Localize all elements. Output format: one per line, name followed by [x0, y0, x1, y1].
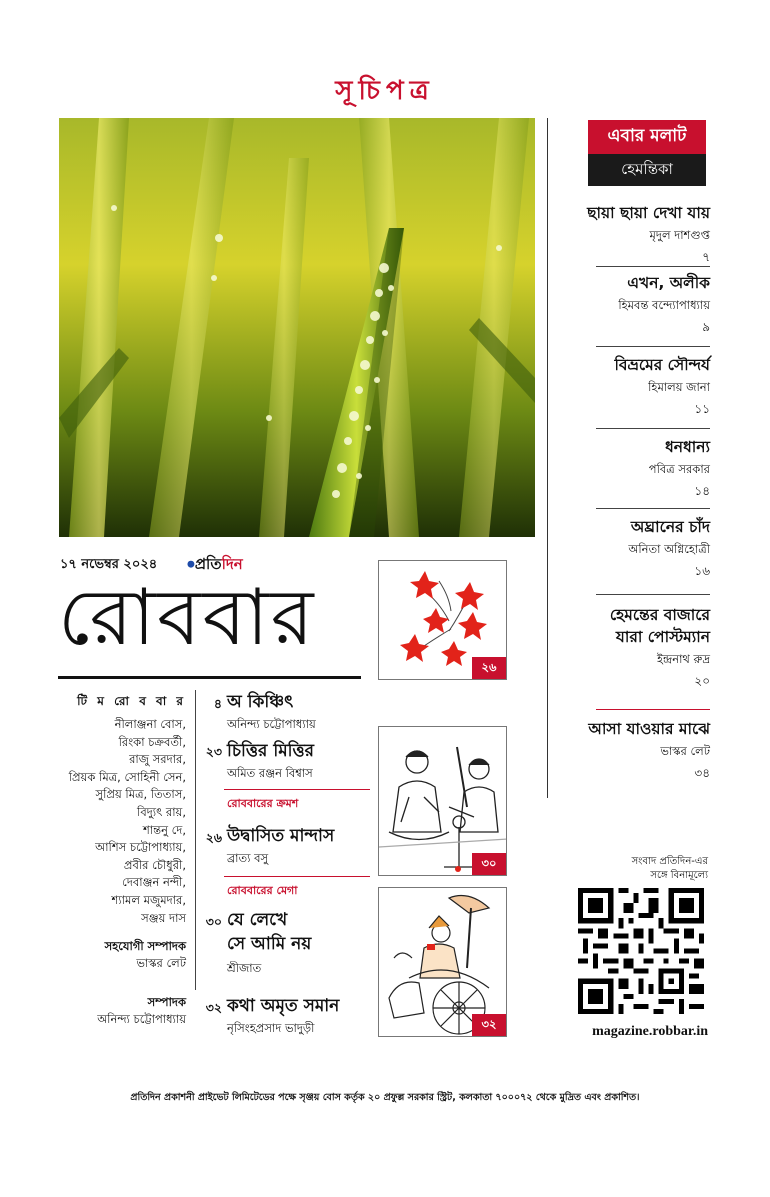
issue-date: ১৭ নভেম্বর ২০২৪	[60, 557, 158, 572]
cover-item-author: মৃদুল দাশগুপ্ত	[649, 228, 710, 242]
content-title[interactable]: উদ্বাসিত মান্দাস	[227, 826, 335, 846]
content-author: ব্রাত্য বসু	[227, 851, 269, 865]
cover-item-page: ৭	[702, 250, 710, 264]
team-member: বিদ্যুৎ রায়,	[137, 804, 186, 819]
content-author: শ্রীজাত	[227, 961, 262, 975]
content-author: অমিত রঞ্জন বিশ্বাস	[227, 766, 313, 780]
qr-caption-line: সঙ্গে বিনামূল্যে	[650, 870, 708, 881]
section-rule	[224, 876, 370, 877]
cover-item-title: হেমন্তের বাজারে	[609, 606, 710, 624]
separator	[596, 428, 710, 429]
separator	[596, 709, 710, 710]
section-label-mega: রোববারের মেগা	[227, 884, 298, 897]
content-page: ৩০	[205, 914, 222, 929]
cover-item[interactable]	[555, 436, 710, 500]
cover-item-author: পবিত্র সরকার	[648, 462, 710, 476]
role-label: সম্পাদক	[147, 995, 186, 1009]
content-title[interactable]: অ কিঞ্চিৎ	[227, 692, 294, 712]
qr-caption	[560, 855, 708, 883]
role-name: ভাস্কর লেট	[136, 956, 186, 970]
qr-code-icon	[578, 888, 704, 1014]
cover-item[interactable]	[555, 272, 710, 336]
cover-item-page: ২০	[694, 674, 710, 688]
cover-item-author: ভাস্কর লেট	[660, 744, 710, 758]
team-member: প্রিয়ক মিত্র, সোহিনী সেন,	[68, 769, 186, 784]
qr-code[interactable]	[578, 888, 704, 1014]
cover-item[interactable]	[555, 604, 710, 690]
cover-label: এবার মলাট	[588, 120, 706, 154]
content-title-line2[interactable]: সে আমি নয়	[227, 934, 312, 954]
team-member: রাজু সরদার,	[129, 752, 186, 767]
cover-item-page: ৩৪	[694, 766, 710, 780]
cover-item-title: আসা যাওয়ার মাঝে	[588, 720, 710, 738]
team-member: আশিস চট্টোপাধ্যায়,	[95, 840, 186, 855]
thumb-chariot[interactable]	[378, 887, 507, 1037]
team-member: প্রবীর চৌধুরী,	[123, 857, 186, 872]
cover-item[interactable]	[555, 354, 710, 418]
content-page: ৩২	[205, 1000, 222, 1015]
thumb-page-badge: ৩০	[472, 853, 506, 875]
cover-item-page: ১৪	[694, 484, 710, 498]
cover-item-title: এখন, অলীক	[627, 274, 710, 292]
role-name: অনিন্দ্য চট্টোপাধ্যায়	[97, 1012, 186, 1026]
team-member: শ্যামল মজুমদার,	[111, 892, 186, 907]
separator	[596, 594, 710, 595]
printer-line: প্রতিদিন প্রকাশনী প্রাইভেট লিমিটেডের পক্ষে সৃঞ্জয় বোস কর্তৃক ২০ প্রফুল্ল সরকার স্ট্রিট, কলকাতা ৭০০০৭২ থেকে মুদ্রিত এবং প্রকাশিত।	[130, 1092, 640, 1103]
content-title[interactable]: চিত্তির মিত্তির	[227, 741, 315, 761]
separator	[596, 508, 710, 509]
cover-photo	[59, 118, 535, 537]
cover-item-title-line2: যারা পোস্টম্যান	[615, 628, 710, 646]
column-divider	[547, 118, 548, 798]
editor	[46, 994, 186, 1028]
associate-editor	[46, 938, 186, 972]
logo-text-part2: দিন	[221, 555, 243, 573]
team-members	[46, 716, 186, 927]
cover-theme: হেমন্তিকা	[588, 154, 706, 186]
content-page: ৪	[213, 696, 222, 711]
logo-text-part1: প্রতি	[194, 555, 222, 573]
grass-dew-photo	[59, 118, 535, 537]
qr-caption-line: সংবাদ প্রতিদিন-এর	[631, 856, 708, 867]
thumb-page-badge: ৩২	[472, 1014, 506, 1036]
team-member: নীলাঞ্জনা বোস,	[114, 717, 186, 731]
thumb-page-badge: ২৬	[472, 657, 506, 679]
cover-item[interactable]	[555, 202, 710, 266]
content-page: ২৩	[205, 744, 222, 759]
cover-item-author: অনিতা অগ্নিহোত্রী	[628, 542, 710, 556]
cover-item-title: ধনধান্য	[665, 438, 710, 456]
separator	[596, 346, 710, 347]
team-member: সুপ্রিয় মিত্র, তিতাস,	[95, 787, 186, 802]
magazine-name: রোববার	[58, 573, 316, 663]
cover-item[interactable]	[555, 516, 710, 580]
cover-item-title: অঘ্রানের চাঁদ	[630, 518, 710, 536]
cover-item-page: ৯	[702, 320, 710, 334]
cover-item-author: হিমবন্ত বন্দ্যোপাধ্যায়	[618, 298, 710, 312]
content-author: নৃসিংহপ্রসাদ ভাদুড়ী	[227, 1021, 315, 1035]
content-title[interactable]: কথা অমৃত সমান	[227, 996, 340, 1016]
team-member: দেবাঞ্জন নন্দী,	[122, 875, 186, 890]
team-heading: টি ম রো ব বা র	[77, 694, 186, 708]
cover-item-page: ১১	[694, 402, 710, 416]
separator	[596, 266, 710, 267]
team-member: সঞ্জয় দাস	[141, 910, 186, 925]
section-label-serial: রোববারের ক্রমশ	[227, 797, 299, 810]
logo-dots-icon: ●	[187, 559, 195, 570]
role-label: সহযোগী সম্পাদক	[104, 939, 186, 953]
thumb-musicians[interactable]	[378, 726, 507, 876]
section-rule	[224, 789, 370, 790]
cover-item-title: ছায়া ছায়া দেখা যায়	[587, 204, 710, 222]
content-page: ২৬	[205, 830, 222, 845]
cover-item-page: ১৬	[694, 564, 710, 578]
thumb-flowers[interactable]	[378, 560, 507, 680]
page-title: সূচিপত্র	[335, 76, 435, 106]
team-member: রিংকা চক্রবর্তী,	[118, 734, 186, 749]
website-link[interactable]: magazine.robbar.in	[592, 1024, 708, 1039]
content-title[interactable]: যে লেখে	[227, 910, 288, 930]
cover-item-author: হিমালয় জানা	[648, 380, 710, 394]
cover-item[interactable]	[555, 718, 710, 782]
cover-item-title: বিভ্রমের সৌন্দর্য	[614, 356, 710, 374]
masthead-rule	[58, 676, 361, 679]
team-member: শান্তনু দে,	[143, 822, 186, 837]
content-author: অনিন্দ্য চট্টোপাধ্যায়	[227, 717, 316, 731]
cover-item-author: ইন্দ্রনাথ রুদ্র	[656, 652, 710, 666]
team-divider	[195, 690, 196, 990]
